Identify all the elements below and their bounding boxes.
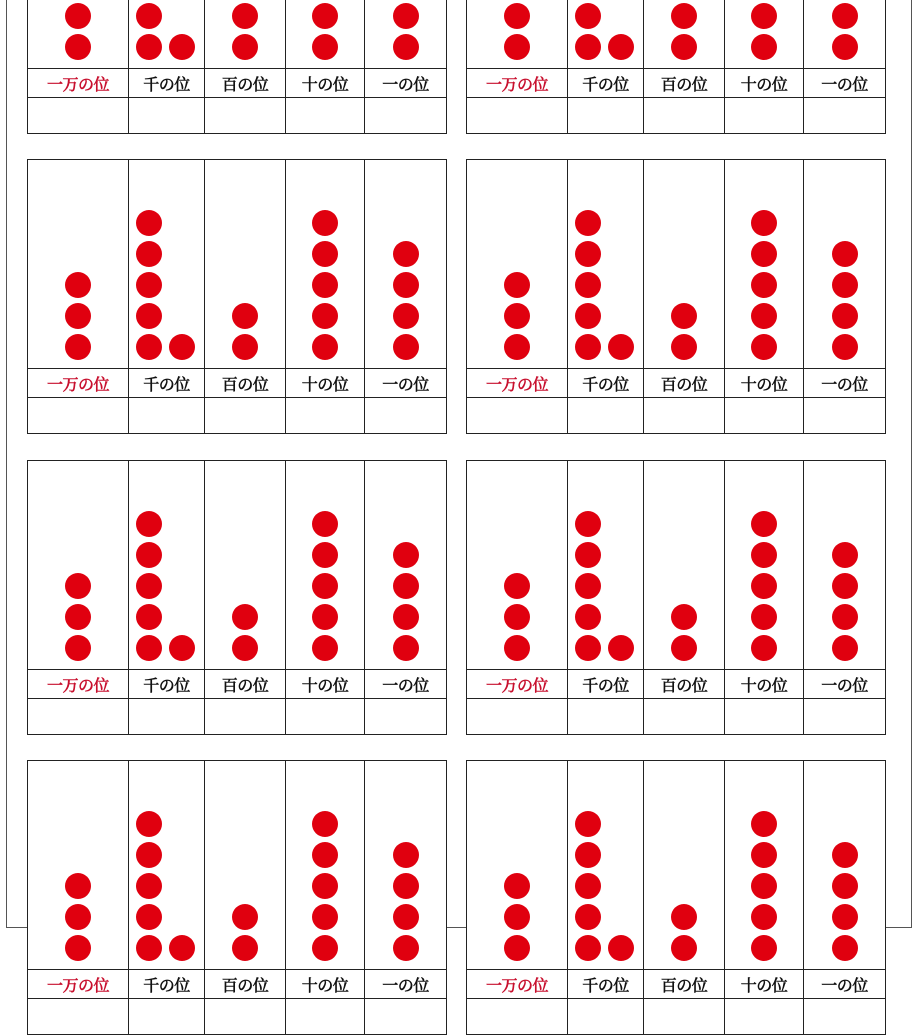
counter-dot bbox=[575, 303, 601, 329]
counter-dot bbox=[751, 241, 777, 267]
counter-dot bbox=[832, 334, 858, 360]
counter-dot bbox=[832, 573, 858, 599]
counter-dot bbox=[671, 904, 697, 930]
dot-column bbox=[467, 461, 568, 669]
counter-dot bbox=[65, 573, 91, 599]
counter-dot bbox=[751, 34, 777, 60]
answer-cell[interactable] bbox=[365, 999, 446, 1034]
place-label: 一万の位 bbox=[467, 69, 568, 97]
place-label: 一の位 bbox=[821, 74, 868, 94]
counter-dot bbox=[608, 935, 634, 961]
answer-cell[interactable] bbox=[365, 398, 446, 433]
counter-dot bbox=[393, 904, 419, 930]
counter-dot bbox=[393, 842, 419, 868]
place-label-row bbox=[28, 969, 446, 998]
place-label-row bbox=[28, 68, 446, 97]
answer-cell[interactable] bbox=[129, 699, 205, 734]
dots-row bbox=[467, 160, 885, 368]
answer-cell[interactable] bbox=[804, 398, 885, 433]
counter-dot bbox=[751, 635, 777, 661]
dot-column bbox=[365, 761, 446, 969]
answer-cell[interactable] bbox=[129, 98, 205, 133]
answer-row bbox=[467, 397, 885, 433]
dot-column bbox=[129, 461, 205, 669]
counter-dot bbox=[751, 3, 777, 29]
dot-column bbox=[28, 160, 129, 368]
counter-dot bbox=[575, 842, 601, 868]
counter-dot bbox=[575, 604, 601, 630]
counter-dot bbox=[832, 272, 858, 298]
counter-dot bbox=[312, 573, 338, 599]
counter-dot bbox=[575, 573, 601, 599]
place-label-row bbox=[467, 68, 885, 97]
place-label: 千の位 bbox=[568, 970, 644, 998]
counter-dot bbox=[575, 272, 601, 298]
dots-row bbox=[28, 160, 446, 368]
answer-cell[interactable] bbox=[129, 398, 205, 433]
place-label: 一万の位 bbox=[28, 69, 129, 97]
dot-column bbox=[804, 761, 885, 969]
counter-dot bbox=[312, 873, 338, 899]
counter-dot bbox=[136, 873, 162, 899]
counter-dot bbox=[232, 904, 258, 930]
counter-dot bbox=[232, 3, 258, 29]
counter-dot bbox=[312, 635, 338, 661]
dot-column bbox=[28, 461, 129, 669]
dot-column bbox=[205, 160, 286, 368]
dot-column bbox=[644, 761, 725, 969]
counter-dot bbox=[751, 303, 777, 329]
answer-cell[interactable] bbox=[644, 999, 725, 1034]
dot-column bbox=[286, 0, 365, 68]
counter-dot bbox=[136, 573, 162, 599]
counter-dot bbox=[65, 334, 91, 360]
counter-dot bbox=[832, 241, 858, 267]
answer-cell[interactable] bbox=[725, 699, 804, 734]
place-label: 一万の位 bbox=[467, 369, 568, 397]
answer-cell[interactable] bbox=[205, 999, 286, 1034]
counter-dot bbox=[671, 334, 697, 360]
counter-dot bbox=[575, 873, 601, 899]
place-label: 一万の位 bbox=[467, 970, 568, 998]
counter-dot bbox=[608, 334, 634, 360]
place-label: 百の位 bbox=[644, 69, 725, 97]
counter-dot bbox=[832, 542, 858, 568]
dot-column bbox=[725, 761, 804, 969]
dot-column bbox=[129, 761, 205, 969]
answer-row bbox=[28, 97, 446, 133]
place-label: 十の位 bbox=[286, 369, 365, 397]
counter-dot bbox=[65, 3, 91, 29]
answer-cell[interactable] bbox=[644, 98, 725, 133]
counter-dot bbox=[751, 542, 777, 568]
counter-dot bbox=[232, 34, 258, 60]
counter-dot bbox=[65, 272, 91, 298]
counter-dot bbox=[312, 542, 338, 568]
counter-dot bbox=[504, 873, 530, 899]
counter-dot bbox=[169, 34, 195, 60]
answer-cell[interactable] bbox=[129, 999, 205, 1034]
dot-column bbox=[467, 761, 568, 969]
counter-dot bbox=[65, 604, 91, 630]
counter-dot bbox=[232, 635, 258, 661]
place-value-board bbox=[27, 760, 447, 1035]
place-value-board bbox=[27, 0, 447, 134]
counter-dot bbox=[751, 811, 777, 837]
counter-dot bbox=[393, 635, 419, 661]
counter-dot bbox=[169, 334, 195, 360]
place-label: 百の位 bbox=[644, 970, 725, 998]
answer-row bbox=[467, 698, 885, 734]
dots-row bbox=[467, 0, 885, 68]
counter-dot bbox=[575, 511, 601, 537]
place-label: 一の位 bbox=[821, 675, 868, 695]
dots-row bbox=[28, 461, 446, 669]
place-label: 一の位 bbox=[382, 675, 429, 695]
counter-dot bbox=[136, 635, 162, 661]
counter-dot bbox=[136, 334, 162, 360]
counter-dot bbox=[504, 604, 530, 630]
counter-dot bbox=[575, 811, 601, 837]
place-label: 千の位 bbox=[568, 69, 644, 97]
counter-dot bbox=[575, 241, 601, 267]
place-label-row bbox=[467, 368, 885, 397]
counter-dot bbox=[832, 904, 858, 930]
answer-cell[interactable] bbox=[568, 699, 644, 734]
dot-column bbox=[568, 461, 644, 669]
answer-row bbox=[28, 698, 446, 734]
answer-cell[interactable] bbox=[28, 699, 129, 734]
counter-dot bbox=[832, 604, 858, 630]
place-value-board bbox=[27, 159, 447, 434]
counter-dot bbox=[65, 303, 91, 329]
counter-dot bbox=[504, 272, 530, 298]
place-label: 百の位 bbox=[205, 69, 286, 97]
dot-column bbox=[365, 160, 446, 368]
counter-dot bbox=[136, 935, 162, 961]
answer-row bbox=[467, 998, 885, 1034]
counter-dot bbox=[575, 935, 601, 961]
place-label: 千の位 bbox=[129, 69, 205, 97]
counter-dot bbox=[504, 303, 530, 329]
answer-cell[interactable] bbox=[804, 98, 885, 133]
answer-cell[interactable] bbox=[28, 398, 129, 433]
dots-row bbox=[28, 761, 446, 969]
counter-dot bbox=[136, 811, 162, 837]
counter-dot bbox=[832, 842, 858, 868]
dot-column bbox=[129, 160, 205, 368]
counter-dot bbox=[751, 573, 777, 599]
place-label: 一の位 bbox=[821, 374, 868, 394]
place-label: 百の位 bbox=[205, 670, 286, 698]
answer-cell[interactable] bbox=[205, 699, 286, 734]
counter-dot bbox=[393, 303, 419, 329]
dot-column bbox=[467, 160, 568, 368]
place-label: 一の位 bbox=[382, 374, 429, 394]
dot-column bbox=[467, 0, 568, 68]
counter-dot bbox=[575, 904, 601, 930]
answer-cell[interactable] bbox=[286, 699, 365, 734]
counter-dot bbox=[608, 34, 634, 60]
counter-dot bbox=[312, 604, 338, 630]
counter-dot bbox=[136, 542, 162, 568]
place-label: 十の位 bbox=[725, 369, 804, 397]
counter-dot bbox=[393, 334, 419, 360]
dot-column bbox=[286, 461, 365, 669]
dot-column bbox=[725, 461, 804, 669]
answer-cell[interactable] bbox=[28, 999, 129, 1034]
counter-dot bbox=[504, 573, 530, 599]
counter-dot bbox=[671, 935, 697, 961]
place-label-row bbox=[28, 669, 446, 698]
answer-cell[interactable] bbox=[804, 999, 885, 1034]
dot-column bbox=[804, 0, 885, 68]
answer-row bbox=[28, 998, 446, 1034]
counter-dot bbox=[671, 3, 697, 29]
dots-row bbox=[467, 761, 885, 969]
dot-column bbox=[644, 0, 725, 68]
dot-column bbox=[804, 160, 885, 368]
place-label: 千の位 bbox=[568, 670, 644, 698]
counter-dot bbox=[575, 210, 601, 236]
answer-cell[interactable] bbox=[568, 999, 644, 1034]
place-value-board bbox=[466, 0, 886, 134]
counter-dot bbox=[65, 935, 91, 961]
place-label: 一万の位 bbox=[467, 670, 568, 698]
place-value-board bbox=[466, 159, 886, 434]
counter-dot bbox=[312, 511, 338, 537]
answer-cell[interactable] bbox=[725, 98, 804, 133]
place-label: 千の位 bbox=[129, 369, 205, 397]
counter-dot bbox=[393, 604, 419, 630]
dot-column bbox=[644, 160, 725, 368]
dot-column bbox=[205, 0, 286, 68]
counter-dot bbox=[136, 210, 162, 236]
answer-cell[interactable] bbox=[286, 999, 365, 1034]
place-label: 一の位 bbox=[382, 975, 429, 995]
counter-dot bbox=[312, 935, 338, 961]
answer-cell[interactable] bbox=[804, 699, 885, 734]
place-label: 一万の位 bbox=[28, 369, 129, 397]
counter-dot bbox=[575, 542, 601, 568]
counter-dot bbox=[393, 34, 419, 60]
counter-dot bbox=[65, 635, 91, 661]
answer-row bbox=[28, 397, 446, 433]
counter-dot bbox=[312, 334, 338, 360]
dot-column bbox=[365, 461, 446, 669]
answer-row bbox=[467, 97, 885, 133]
place-label-row bbox=[467, 969, 885, 998]
counter-dot bbox=[136, 34, 162, 60]
counter-dot bbox=[312, 210, 338, 236]
counter-dot bbox=[751, 935, 777, 961]
counter-dot bbox=[751, 842, 777, 868]
counter-dot bbox=[136, 303, 162, 329]
counter-dot bbox=[393, 873, 419, 899]
counter-dot bbox=[832, 3, 858, 29]
place-label-row bbox=[28, 368, 446, 397]
dot-column bbox=[365, 0, 446, 68]
place-value-board bbox=[466, 460, 886, 735]
counter-dot bbox=[393, 935, 419, 961]
counter-dot bbox=[136, 3, 162, 29]
place-label: 十の位 bbox=[286, 670, 365, 698]
place-label: 十の位 bbox=[725, 69, 804, 97]
counter-dot bbox=[136, 511, 162, 537]
answer-cell[interactable] bbox=[644, 699, 725, 734]
answer-cell[interactable] bbox=[365, 699, 446, 734]
answer-cell[interactable] bbox=[467, 699, 568, 734]
counter-dot bbox=[671, 604, 697, 630]
place-label: 一万の位 bbox=[28, 670, 129, 698]
dot-column bbox=[205, 761, 286, 969]
counter-dot bbox=[393, 573, 419, 599]
answer-cell[interactable] bbox=[467, 98, 568, 133]
answer-cell[interactable] bbox=[644, 398, 725, 433]
counter-dot bbox=[312, 811, 338, 837]
counter-dot bbox=[136, 272, 162, 298]
dot-column bbox=[568, 0, 644, 68]
place-value-board bbox=[27, 460, 447, 735]
dots-row bbox=[28, 0, 446, 68]
counter-dot bbox=[751, 904, 777, 930]
counter-dot bbox=[65, 34, 91, 60]
answer-cell[interactable] bbox=[205, 398, 286, 433]
dot-column bbox=[205, 461, 286, 669]
place-label: 十の位 bbox=[725, 970, 804, 998]
answer-cell[interactable] bbox=[467, 999, 568, 1034]
counter-dot bbox=[504, 935, 530, 961]
answer-cell[interactable] bbox=[286, 98, 365, 133]
counter-dot bbox=[751, 604, 777, 630]
answer-cell[interactable] bbox=[365, 98, 446, 133]
answer-cell[interactable] bbox=[725, 398, 804, 433]
answer-cell[interactable] bbox=[725, 999, 804, 1034]
counter-dot bbox=[504, 334, 530, 360]
counter-dot bbox=[232, 935, 258, 961]
answer-cell[interactable] bbox=[28, 98, 129, 133]
counter-dot bbox=[393, 542, 419, 568]
place-label: 百の位 bbox=[205, 369, 286, 397]
counter-dot bbox=[751, 334, 777, 360]
counter-dot bbox=[169, 935, 195, 961]
counter-dot bbox=[751, 511, 777, 537]
place-label: 百の位 bbox=[205, 970, 286, 998]
dot-column bbox=[286, 160, 365, 368]
counter-dot bbox=[671, 34, 697, 60]
dot-column bbox=[804, 461, 885, 669]
dot-column bbox=[644, 461, 725, 669]
counter-dot bbox=[832, 935, 858, 961]
counter-dot bbox=[751, 873, 777, 899]
answer-cell[interactable] bbox=[568, 398, 644, 433]
counter-dot bbox=[751, 272, 777, 298]
counter-dot bbox=[504, 904, 530, 930]
answer-cell[interactable] bbox=[467, 398, 568, 433]
counter-dot bbox=[608, 635, 634, 661]
counter-dot bbox=[504, 34, 530, 60]
dot-column bbox=[568, 160, 644, 368]
place-label: 十の位 bbox=[725, 670, 804, 698]
place-label: 一万の位 bbox=[28, 970, 129, 998]
counter-dot bbox=[575, 3, 601, 29]
place-value-board bbox=[466, 760, 886, 1035]
counter-dot bbox=[671, 635, 697, 661]
place-label: 一の位 bbox=[382, 74, 429, 94]
place-label: 千の位 bbox=[129, 970, 205, 998]
counter-dot bbox=[504, 3, 530, 29]
answer-cell[interactable] bbox=[205, 98, 286, 133]
place-label: 十の位 bbox=[286, 69, 365, 97]
answer-cell[interactable] bbox=[568, 98, 644, 133]
place-label: 百の位 bbox=[644, 369, 725, 397]
counter-dot bbox=[575, 635, 601, 661]
place-label-row bbox=[467, 669, 885, 698]
dot-column bbox=[28, 761, 129, 969]
counter-dot bbox=[169, 635, 195, 661]
counter-dot bbox=[575, 334, 601, 360]
counter-dot bbox=[65, 873, 91, 899]
counter-dot bbox=[832, 873, 858, 899]
counter-dot bbox=[312, 34, 338, 60]
counter-dot bbox=[232, 303, 258, 329]
counter-dot bbox=[312, 904, 338, 930]
counter-dot bbox=[671, 303, 697, 329]
dot-column bbox=[568, 761, 644, 969]
counter-dot bbox=[136, 904, 162, 930]
counter-dot bbox=[232, 334, 258, 360]
counter-dot bbox=[504, 635, 530, 661]
dot-column bbox=[286, 761, 365, 969]
counter-dot bbox=[312, 272, 338, 298]
counter-dot bbox=[832, 34, 858, 60]
counter-dot bbox=[136, 842, 162, 868]
place-label: 一の位 bbox=[821, 975, 868, 995]
place-label: 千の位 bbox=[568, 369, 644, 397]
counter-dot bbox=[393, 3, 419, 29]
dot-column bbox=[725, 0, 804, 68]
dot-column bbox=[28, 0, 129, 68]
counter-dot bbox=[312, 842, 338, 868]
answer-cell[interactable] bbox=[286, 398, 365, 433]
counter-dot bbox=[832, 635, 858, 661]
counter-dot bbox=[136, 604, 162, 630]
place-label: 十の位 bbox=[286, 970, 365, 998]
counter-dot bbox=[312, 241, 338, 267]
counter-dot bbox=[312, 303, 338, 329]
counter-dot bbox=[65, 904, 91, 930]
counter-dot bbox=[393, 241, 419, 267]
dot-column bbox=[725, 160, 804, 368]
counter-dot bbox=[393, 272, 419, 298]
counter-dot bbox=[832, 303, 858, 329]
counter-dot bbox=[312, 3, 338, 29]
counter-dot bbox=[751, 210, 777, 236]
place-label: 千の位 bbox=[129, 670, 205, 698]
counter-dot bbox=[575, 34, 601, 60]
dots-row bbox=[467, 461, 885, 669]
place-label: 百の位 bbox=[644, 670, 725, 698]
dot-column bbox=[129, 0, 205, 68]
counter-dot bbox=[232, 604, 258, 630]
counter-dot bbox=[136, 241, 162, 267]
